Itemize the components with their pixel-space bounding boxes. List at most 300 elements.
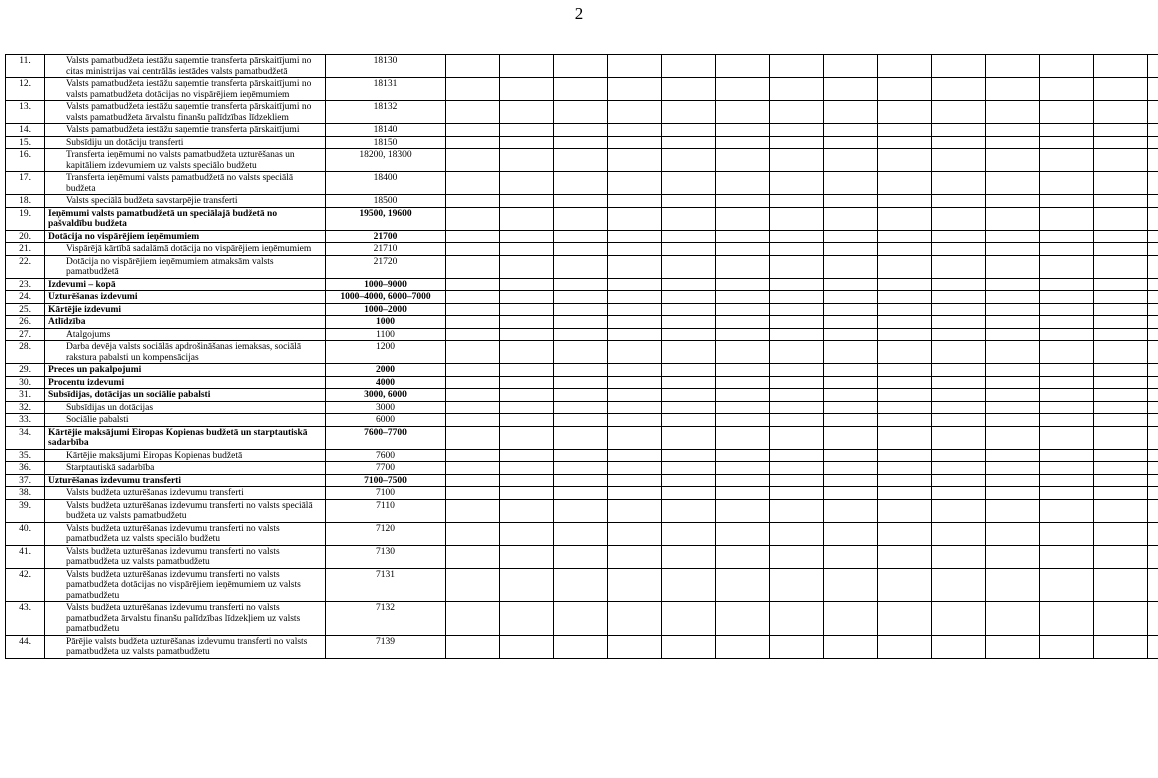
empty-cell	[932, 474, 986, 487]
empty-cell	[770, 55, 824, 78]
empty-cell	[1148, 195, 1158, 208]
empty-cell	[986, 149, 1040, 172]
empty-cell	[608, 291, 662, 304]
empty-cell	[1040, 449, 1094, 462]
empty-cell	[1040, 195, 1094, 208]
empty-cell	[1148, 602, 1158, 636]
empty-cell	[716, 303, 770, 316]
empty-cell	[1094, 149, 1148, 172]
empty-cell	[770, 255, 824, 278]
empty-cell	[770, 487, 824, 500]
empty-cell	[1040, 255, 1094, 278]
empty-cell	[500, 195, 554, 208]
empty-cell	[1040, 230, 1094, 243]
empty-cell	[608, 328, 662, 341]
empty-cell	[554, 278, 608, 291]
empty-cell	[878, 401, 932, 414]
empty-cell	[1148, 414, 1158, 427]
table-row	[6, 401, 1158, 414]
empty-cell	[932, 328, 986, 341]
empty-cell	[662, 255, 716, 278]
empty-cell	[662, 316, 716, 329]
empty-cell	[716, 291, 770, 304]
empty-cell	[878, 328, 932, 341]
empty-cell	[446, 243, 500, 256]
empty-cell	[500, 499, 554, 522]
empty-cell	[446, 499, 500, 522]
empty-cell	[662, 635, 716, 658]
empty-cell	[716, 149, 770, 172]
row-code: 18200, 18300	[326, 149, 446, 172]
table-row	[6, 602, 1158, 636]
empty-cell	[1148, 303, 1158, 316]
empty-cell	[770, 172, 824, 195]
page-number: 2	[574, 4, 584, 23]
empty-cell	[770, 328, 824, 341]
empty-cell	[554, 462, 608, 475]
empty-cell	[608, 389, 662, 402]
row-number: 38.	[6, 487, 45, 500]
row-code: 2000	[326, 364, 446, 377]
empty-cell	[662, 474, 716, 487]
row-title: Kārtējie izdevumi	[45, 303, 326, 316]
empty-cell	[1094, 55, 1148, 78]
empty-cell	[878, 78, 932, 101]
row-title: Vispārējā kārtībā sadalāmā dotācija no vispārējiem ieņēmumiem	[45, 243, 326, 256]
empty-cell	[554, 414, 608, 427]
row-title: Subsīdijas, dotācijas un sociālie pabalsti	[45, 389, 326, 402]
empty-cell	[770, 545, 824, 568]
table-row	[6, 487, 1158, 500]
empty-cell	[554, 449, 608, 462]
empty-cell	[824, 172, 878, 195]
empty-cell	[1094, 602, 1148, 636]
empty-cell	[554, 568, 608, 602]
empty-cell	[1040, 316, 1094, 329]
empty-cell	[554, 499, 608, 522]
empty-cell	[986, 364, 1040, 377]
row-number: 19.	[6, 207, 45, 230]
row-title: Valsts pamatbudžeta iestāžu saņemtie transferta pārskaitījumi	[45, 124, 326, 137]
empty-cell	[554, 303, 608, 316]
empty-cell	[662, 545, 716, 568]
empty-cell	[554, 55, 608, 78]
row-title: Valsts budžeta uzturēšanas izdevumu transferti no valsts pamatbudžeta uz valsts pamatbudžetu	[45, 545, 326, 568]
empty-cell	[608, 303, 662, 316]
row-title: Procentu izdevumi	[45, 376, 326, 389]
row-title: Transferta ieņēmumi no valsts pamatbudžeta uzturēšanas un kapitāliem izdevumiem uz valsts speciālo budžetu	[45, 149, 326, 172]
empty-cell	[824, 401, 878, 414]
empty-cell	[716, 55, 770, 78]
empty-cell	[824, 602, 878, 636]
row-number: 21.	[6, 243, 45, 256]
empty-cell	[932, 522, 986, 545]
empty-cell	[770, 341, 824, 364]
empty-cell	[878, 414, 932, 427]
row-number: 27.	[6, 328, 45, 341]
empty-cell	[932, 389, 986, 402]
table-row	[6, 278, 1158, 291]
empty-cell	[500, 278, 554, 291]
empty-cell	[1094, 101, 1148, 124]
row-code: 7130	[326, 545, 446, 568]
empty-cell	[824, 78, 878, 101]
row-title: Dotācija no vispārējiem ieņēmumiem	[45, 230, 326, 243]
row-code: 3000, 6000	[326, 389, 446, 402]
empty-cell	[716, 278, 770, 291]
empty-cell	[824, 55, 878, 78]
empty-cell	[824, 207, 878, 230]
empty-cell	[608, 149, 662, 172]
empty-cell	[824, 101, 878, 124]
empty-cell	[554, 545, 608, 568]
row-code: 1100	[326, 328, 446, 341]
empty-cell	[878, 255, 932, 278]
empty-cell	[1148, 462, 1158, 475]
empty-cell	[716, 364, 770, 377]
empty-cell	[716, 449, 770, 462]
empty-cell	[824, 328, 878, 341]
row-title: Valsts budžeta uzturēšanas izdevumu transferti no valsts pamatbudžeta dotācijas no vispārējiem ieņēmumiem uz valsts pamatbudžetu	[45, 568, 326, 602]
empty-cell	[662, 462, 716, 475]
empty-cell	[446, 522, 500, 545]
table-row	[6, 474, 1158, 487]
empty-cell	[446, 602, 500, 636]
empty-cell	[878, 243, 932, 256]
empty-cell	[824, 255, 878, 278]
empty-cell	[986, 414, 1040, 427]
empty-cell	[824, 278, 878, 291]
empty-cell	[608, 55, 662, 78]
row-number: 43.	[6, 602, 45, 636]
empty-cell	[662, 414, 716, 427]
empty-cell	[1040, 101, 1094, 124]
empty-cell	[1094, 364, 1148, 377]
empty-cell	[1148, 389, 1158, 402]
empty-cell	[878, 316, 932, 329]
empty-cell	[662, 136, 716, 149]
empty-cell	[878, 55, 932, 78]
row-code: 1000–4000, 6000–7000	[326, 291, 446, 304]
row-code: 18130	[326, 55, 446, 78]
empty-cell	[1040, 78, 1094, 101]
empty-cell	[500, 389, 554, 402]
empty-cell	[770, 207, 824, 230]
empty-cell	[446, 545, 500, 568]
empty-cell	[1040, 124, 1094, 137]
empty-cell	[770, 462, 824, 475]
empty-cell	[986, 328, 1040, 341]
empty-cell	[446, 389, 500, 402]
row-number: 40.	[6, 522, 45, 545]
row-code: 1200	[326, 341, 446, 364]
empty-cell	[500, 101, 554, 124]
table-row	[6, 101, 1158, 124]
empty-cell	[986, 230, 1040, 243]
empty-cell	[770, 449, 824, 462]
row-title: Transferta ieņēmumi valsts pamatbudžetā no valsts speciālā budžeta	[45, 172, 326, 195]
empty-cell	[878, 449, 932, 462]
row-code: 7100–7500	[326, 474, 446, 487]
empty-cell	[500, 474, 554, 487]
row-title: Valsts budžeta uzturēšanas izdevumu transferti no valsts pamatbudžeta uz valsts speciālo budžetu	[45, 522, 326, 545]
row-code: 7120	[326, 522, 446, 545]
empty-cell	[1040, 522, 1094, 545]
empty-cell	[824, 389, 878, 402]
empty-cell	[446, 401, 500, 414]
empty-cell	[446, 172, 500, 195]
empty-cell	[1040, 602, 1094, 636]
empty-cell	[662, 55, 716, 78]
row-title: Uzturēšanas izdevumi	[45, 291, 326, 304]
empty-cell	[608, 602, 662, 636]
empty-cell	[716, 207, 770, 230]
empty-cell	[932, 462, 986, 475]
table-row	[6, 291, 1158, 304]
empty-cell	[824, 545, 878, 568]
empty-cell	[986, 426, 1040, 449]
empty-cell	[932, 487, 986, 500]
empty-cell	[446, 341, 500, 364]
row-number: 13.	[6, 101, 45, 124]
empty-cell	[770, 291, 824, 304]
table-row	[6, 414, 1158, 427]
empty-cell	[932, 364, 986, 377]
empty-cell	[608, 230, 662, 243]
empty-cell	[554, 124, 608, 137]
empty-cell	[986, 55, 1040, 78]
row-code: 3000	[326, 401, 446, 414]
empty-cell	[662, 172, 716, 195]
empty-cell	[500, 78, 554, 101]
row-title: Valsts pamatbudžeta iestāžu saņemtie transferta pārskaitījumi no valsts pamatbudžeta ārvalstu finanšu palīdzības līdzekliem	[45, 101, 326, 124]
empty-cell	[446, 101, 500, 124]
empty-cell	[554, 101, 608, 124]
row-title: Darba devēja valsts sociālās apdrošināšanas iemaksas, sociālā rakstura pabalsti un kompensācijas	[45, 341, 326, 364]
row-title: Subsīdiju un dotāciju transferti	[45, 136, 326, 149]
empty-cell	[1040, 426, 1094, 449]
row-title: Kārtējie maksājumi Eiropas Kopienas budžetā	[45, 449, 326, 462]
empty-cell	[1094, 136, 1148, 149]
empty-cell	[1148, 136, 1158, 149]
table-row	[6, 376, 1158, 389]
empty-cell	[716, 255, 770, 278]
empty-cell	[770, 136, 824, 149]
empty-cell	[608, 522, 662, 545]
row-number: 15.	[6, 136, 45, 149]
table-row	[6, 230, 1158, 243]
empty-cell	[1148, 124, 1158, 137]
empty-cell	[770, 316, 824, 329]
row-title: Pārējie valsts budžeta uzturēšanas izdevumu transferti no valsts pamatbudžeta uz valsts pamatbudžetu	[45, 635, 326, 658]
empty-cell	[608, 124, 662, 137]
empty-cell	[662, 328, 716, 341]
row-number: 32.	[6, 401, 45, 414]
empty-cell	[1040, 207, 1094, 230]
row-number: 17.	[6, 172, 45, 195]
empty-cell	[824, 499, 878, 522]
empty-cell	[932, 230, 986, 243]
empty-cell	[878, 172, 932, 195]
row-code: 21700	[326, 230, 446, 243]
empty-cell	[878, 124, 932, 137]
empty-cell	[932, 602, 986, 636]
empty-cell	[446, 78, 500, 101]
empty-cell	[1148, 568, 1158, 602]
empty-cell	[716, 635, 770, 658]
empty-cell	[932, 303, 986, 316]
row-number: 16.	[6, 149, 45, 172]
empty-cell	[878, 568, 932, 602]
empty-cell	[500, 207, 554, 230]
empty-cell	[1148, 341, 1158, 364]
empty-cell	[662, 101, 716, 124]
table-row	[6, 328, 1158, 341]
empty-cell	[1094, 389, 1148, 402]
empty-cell	[716, 341, 770, 364]
empty-cell	[878, 474, 932, 487]
row-title: Sociālie pabalsti	[45, 414, 326, 427]
empty-cell	[608, 426, 662, 449]
empty-cell	[770, 376, 824, 389]
row-title: Atalgojums	[45, 328, 326, 341]
empty-cell	[878, 426, 932, 449]
empty-cell	[1148, 635, 1158, 658]
empty-cell	[1094, 499, 1148, 522]
empty-cell	[716, 401, 770, 414]
row-number: 31.	[6, 389, 45, 402]
empty-cell	[986, 522, 1040, 545]
empty-cell	[1148, 243, 1158, 256]
empty-cell	[1148, 230, 1158, 243]
empty-cell	[716, 474, 770, 487]
empty-cell	[716, 195, 770, 208]
row-code: 7600	[326, 449, 446, 462]
empty-cell	[770, 414, 824, 427]
empty-cell	[716, 101, 770, 124]
empty-cell	[932, 255, 986, 278]
row-title: Atlīdzība	[45, 316, 326, 329]
empty-cell	[770, 243, 824, 256]
row-number: 41.	[6, 545, 45, 568]
empty-cell	[932, 149, 986, 172]
empty-cell	[716, 545, 770, 568]
empty-cell	[878, 487, 932, 500]
empty-cell	[1148, 149, 1158, 172]
table-row	[6, 499, 1158, 522]
empty-cell	[554, 230, 608, 243]
empty-cell	[716, 522, 770, 545]
empty-cell	[932, 414, 986, 427]
row-code: 19500, 19600	[326, 207, 446, 230]
empty-cell	[824, 341, 878, 364]
empty-cell	[1148, 55, 1158, 78]
empty-cell	[500, 426, 554, 449]
empty-cell	[716, 487, 770, 500]
empty-cell	[986, 316, 1040, 329]
empty-cell	[878, 389, 932, 402]
empty-cell	[1148, 545, 1158, 568]
table-row	[6, 78, 1158, 101]
empty-cell	[1094, 328, 1148, 341]
empty-cell	[608, 172, 662, 195]
empty-cell	[608, 414, 662, 427]
empty-cell	[662, 243, 716, 256]
empty-cell	[986, 568, 1040, 602]
empty-cell	[662, 78, 716, 101]
empty-cell	[716, 426, 770, 449]
empty-cell	[1040, 364, 1094, 377]
empty-cell	[878, 230, 932, 243]
empty-cell	[662, 499, 716, 522]
empty-cell	[1148, 101, 1158, 124]
empty-cell	[446, 414, 500, 427]
empty-cell	[824, 376, 878, 389]
empty-cell	[1148, 401, 1158, 414]
empty-cell	[1148, 278, 1158, 291]
row-number: 34.	[6, 426, 45, 449]
empty-cell	[662, 149, 716, 172]
empty-cell	[446, 124, 500, 137]
empty-cell	[986, 243, 1040, 256]
empty-cell	[608, 401, 662, 414]
empty-cell	[986, 124, 1040, 137]
empty-cell	[500, 635, 554, 658]
empty-cell	[554, 341, 608, 364]
empty-cell	[554, 401, 608, 414]
empty-cell	[1040, 499, 1094, 522]
empty-cell	[662, 195, 716, 208]
row-title: Dotācija no vispārējiem ieņēmumiem atmaksām valsts pamatbudžetā	[45, 255, 326, 278]
empty-cell	[824, 449, 878, 462]
empty-cell	[986, 389, 1040, 402]
row-number: 14.	[6, 124, 45, 137]
empty-cell	[716, 136, 770, 149]
row-code: 6000	[326, 414, 446, 427]
row-title: Starptautiskā sadarbība	[45, 462, 326, 475]
empty-cell	[446, 487, 500, 500]
row-code: 1000	[326, 316, 446, 329]
empty-cell	[824, 316, 878, 329]
empty-cell	[500, 149, 554, 172]
empty-cell	[500, 255, 554, 278]
table-row	[6, 364, 1158, 377]
empty-cell	[824, 243, 878, 256]
empty-cell	[716, 78, 770, 101]
empty-cell	[932, 78, 986, 101]
empty-cell	[716, 316, 770, 329]
empty-cell	[770, 278, 824, 291]
empty-cell	[716, 568, 770, 602]
empty-cell	[446, 328, 500, 341]
table-row	[6, 316, 1158, 329]
empty-cell	[1040, 401, 1094, 414]
empty-cell	[500, 291, 554, 304]
empty-cell	[446, 449, 500, 462]
row-number: 22.	[6, 255, 45, 278]
empty-cell	[770, 635, 824, 658]
empty-cell	[446, 474, 500, 487]
empty-cell	[878, 149, 932, 172]
empty-cell	[500, 172, 554, 195]
empty-cell	[1094, 474, 1148, 487]
empty-cell	[1040, 149, 1094, 172]
empty-cell	[1148, 291, 1158, 304]
empty-cell	[554, 426, 608, 449]
empty-cell	[500, 545, 554, 568]
empty-cell	[1040, 136, 1094, 149]
table-row	[6, 124, 1158, 137]
